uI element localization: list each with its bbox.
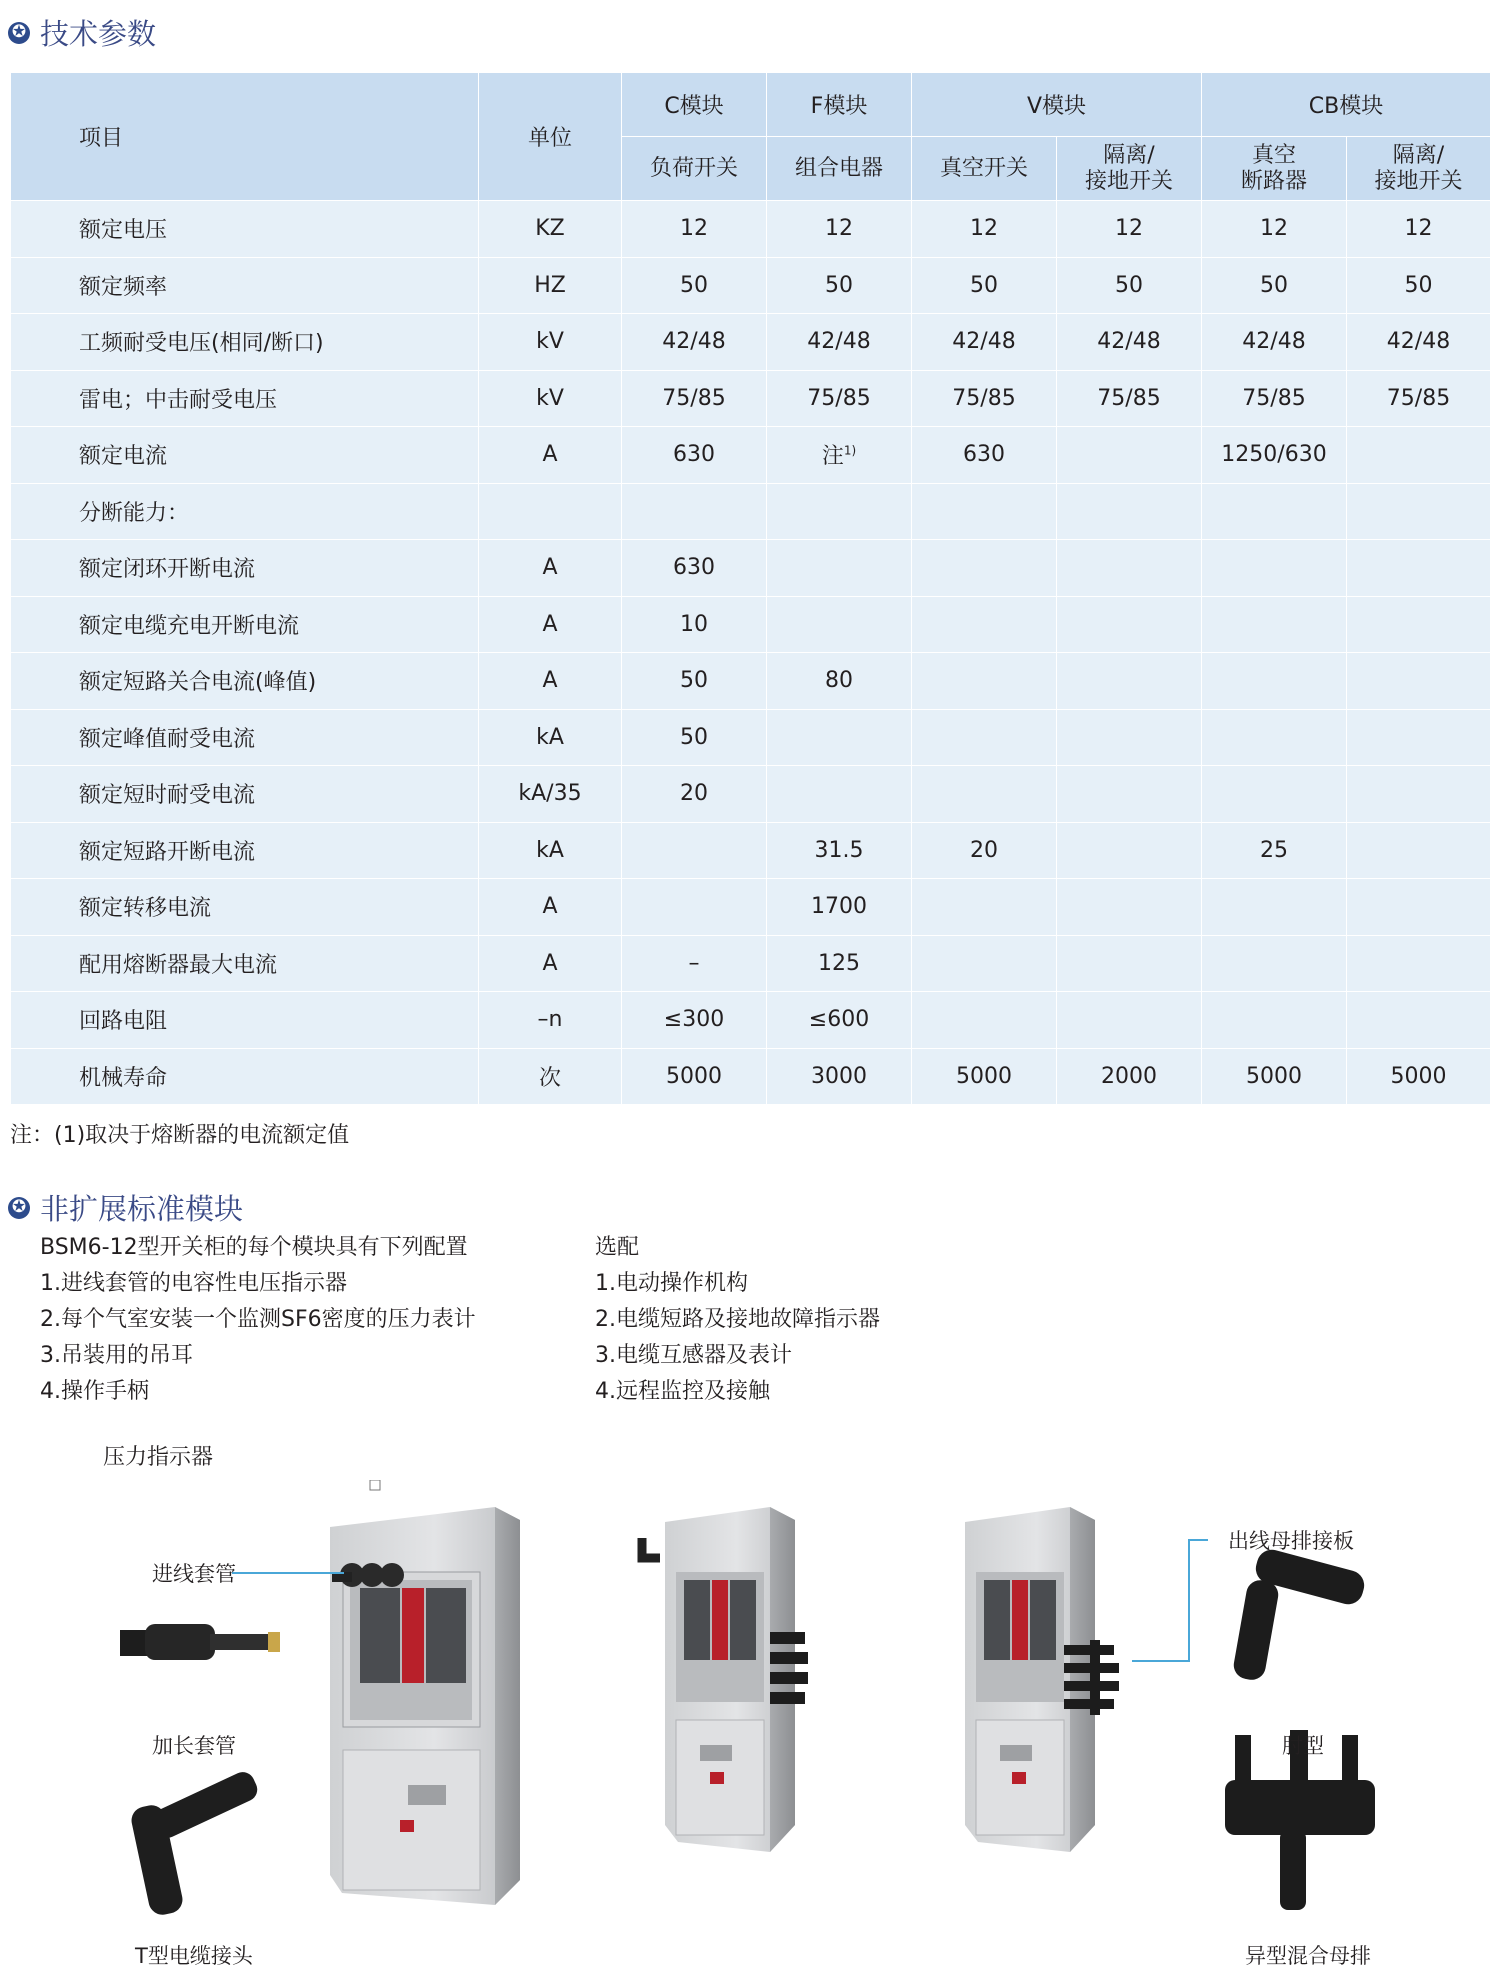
cell-text: A xyxy=(542,555,558,581)
header-group-v: V模块 xyxy=(912,73,1202,137)
header-sub: 真空开关 xyxy=(912,137,1057,201)
cell-item xyxy=(11,992,479,1049)
cell-item xyxy=(11,596,479,653)
cell-cb1 xyxy=(1202,653,1347,710)
cell-text: 50 xyxy=(970,272,998,298)
cell-cb1 xyxy=(1202,1048,1347,1105)
table-row xyxy=(11,822,1491,879)
label-pressure-indicator: 压力指示器 xyxy=(103,1445,214,1470)
cell-text: 次 xyxy=(538,1065,561,1091)
cell-text: 10 xyxy=(680,611,708,637)
cell-text: ≤600 xyxy=(808,1007,870,1033)
cell-unit xyxy=(479,653,622,710)
cell-cb1 xyxy=(1202,935,1347,992)
list-item: 2.电缆短路及接地故障指示器 xyxy=(595,1307,880,1332)
cell-c xyxy=(622,201,767,258)
cell-cb2 xyxy=(1347,314,1491,371)
cell-f xyxy=(767,370,912,427)
cell-f xyxy=(767,483,912,540)
cell-c xyxy=(622,822,767,879)
table-row xyxy=(11,653,1491,710)
cell-text: 5000 xyxy=(1390,1063,1447,1089)
list-item: 4.远程监控及接触 xyxy=(595,1379,770,1404)
cell-f xyxy=(767,879,912,936)
cell-cb2 xyxy=(1347,935,1491,992)
cell-text: A xyxy=(542,611,558,637)
table-row xyxy=(11,427,1491,484)
table-row xyxy=(11,314,1491,371)
cell-text: 分断能力： xyxy=(79,500,190,526)
cell-cb2 xyxy=(1347,879,1491,936)
cell-v1 xyxy=(912,822,1057,879)
spec-table xyxy=(10,72,1491,1105)
cell-c xyxy=(622,314,767,371)
cell-unit xyxy=(479,709,622,766)
header-item: 项目 xyxy=(11,73,479,201)
cell-text: 80 xyxy=(825,668,853,694)
cell-v2 xyxy=(1057,935,1202,992)
cell-unit xyxy=(479,596,622,653)
cell-text: 5000 xyxy=(956,1063,1012,1089)
cell-text: 回路电阻 xyxy=(79,1009,168,1035)
optional-list xyxy=(595,1230,880,1410)
cell-c xyxy=(622,596,767,653)
cell-unit xyxy=(479,935,622,992)
cell-text: 12 xyxy=(970,216,998,242)
table-row xyxy=(11,1048,1491,1105)
cell-text: 125 xyxy=(818,950,860,976)
cell-c xyxy=(622,935,767,992)
cell-text: 630 xyxy=(673,442,715,468)
cell-text: 630 xyxy=(673,555,715,581)
cell-item xyxy=(11,257,479,314)
cell-unit xyxy=(479,822,622,879)
cell-text: 31.5 xyxy=(814,837,864,863)
cell-c xyxy=(622,992,767,1049)
table-row xyxy=(11,992,1491,1049)
cell-v2 xyxy=(1057,992,1202,1049)
cell-f xyxy=(767,201,912,258)
config-intro: BSM6-12型开关柜的每个模块具有下列配置 xyxy=(40,1235,468,1260)
cell-unit xyxy=(479,370,622,427)
cell-cb2 xyxy=(1347,992,1491,1049)
cell-text: 工频耐受电压(相同/断口) xyxy=(79,331,324,357)
cell-text: 42/48 xyxy=(1386,329,1451,355)
list-item: 1.电动操作机构 xyxy=(595,1271,748,1296)
cell-v2 xyxy=(1057,427,1202,484)
cell-f xyxy=(767,822,912,879)
cell-unit xyxy=(479,992,622,1049)
cell-text: 50 xyxy=(1404,272,1433,298)
cell-cb2 xyxy=(1347,201,1491,258)
cell-v2 xyxy=(1057,596,1202,653)
label-elbow: 肘型 xyxy=(1282,1734,1324,1758)
cell-text: A xyxy=(542,442,558,468)
cell-text: 42/48 xyxy=(807,329,871,355)
cell-f xyxy=(767,427,912,484)
cell-cb2 xyxy=(1347,427,1491,484)
header-group-cb: CB模块 xyxy=(1202,73,1491,137)
label-inlet-bushing: 进线套管 xyxy=(152,1562,236,1586)
cell-text: 50 xyxy=(1260,272,1288,298)
cell-c xyxy=(622,483,767,540)
cell-f xyxy=(767,314,912,371)
cell-text: 75/85 xyxy=(952,385,1016,411)
cell-text: 12 xyxy=(1404,216,1433,242)
cell-text: 50 xyxy=(680,668,708,694)
cell-text: A xyxy=(542,894,558,920)
cell-c xyxy=(622,370,767,427)
cell-text: 3000 xyxy=(811,1063,867,1089)
list-item: 1.进线套管的电容性电压指示器 xyxy=(40,1271,347,1296)
cell-v1 xyxy=(912,709,1057,766)
cell-text: A xyxy=(542,950,558,976)
footnote-ref: 1) xyxy=(843,443,857,458)
cell-text: kA xyxy=(536,724,564,750)
cell-f xyxy=(767,709,912,766)
cell-text: 75/85 xyxy=(662,385,726,411)
table-row xyxy=(11,879,1491,936)
cell-c xyxy=(622,1048,767,1105)
cell-text: 42/48 xyxy=(662,329,726,355)
cell-f xyxy=(767,1048,912,1105)
cell-c xyxy=(622,257,767,314)
cell-cb2 xyxy=(1347,653,1491,710)
cell-cb1 xyxy=(1202,370,1347,427)
cell-text: 额定频率 xyxy=(79,274,168,300)
cell-text: 630 xyxy=(963,442,1005,468)
cell-text: KZ xyxy=(535,216,565,242)
cell-c xyxy=(622,709,767,766)
cell-v2 xyxy=(1057,201,1202,258)
label-mixed-busbar: 异型混合母排 xyxy=(1245,1944,1371,1968)
cell-text: 额定短路关合电流(峰值) xyxy=(79,670,317,696)
cell-text: 12 xyxy=(680,216,708,242)
cell-text: 1250/630 xyxy=(1221,442,1327,468)
header-sub: 隔离/ 接地开关 xyxy=(1347,137,1491,201)
cell-f xyxy=(767,257,912,314)
list-item: 2.每个气室安装一个监测SF6密度的压力表计 xyxy=(40,1307,476,1332)
cell-v1 xyxy=(912,427,1057,484)
cell-text: 20 xyxy=(970,837,998,863)
cell-v1 xyxy=(912,314,1057,371)
cell-v1 xyxy=(912,483,1057,540)
cell-cb2 xyxy=(1347,257,1491,314)
cell-text: kA/35 xyxy=(518,781,582,807)
cell-c xyxy=(622,879,767,936)
cell-text: 配用熔断器最大电流 xyxy=(79,952,278,978)
leader-line xyxy=(1132,1660,1190,1662)
cell-cb1 xyxy=(1202,483,1347,540)
cell-v2 xyxy=(1057,1048,1202,1105)
cell-cb1 xyxy=(1202,709,1347,766)
cell-text: A xyxy=(542,668,558,694)
config-list xyxy=(40,1230,476,1410)
cell-v2 xyxy=(1057,314,1202,371)
cell-text: 50 xyxy=(825,272,853,298)
cell-c xyxy=(622,653,767,710)
cell-item xyxy=(11,427,479,484)
cell-v1 xyxy=(912,370,1057,427)
cell-v2 xyxy=(1057,766,1202,823)
cell-unit xyxy=(479,257,622,314)
header-sub: 真空 断路器 xyxy=(1202,137,1347,201)
cell-text: 12 xyxy=(1115,216,1143,242)
cell-v1 xyxy=(912,879,1057,936)
cell-unit xyxy=(479,427,622,484)
t-connector-image xyxy=(129,1768,261,1917)
cell-cb1 xyxy=(1202,992,1347,1049)
cell-text: 额定电压 xyxy=(79,218,168,244)
cell-text: 75/85 xyxy=(807,385,871,411)
cell-unit xyxy=(479,1048,622,1105)
table-row xyxy=(11,596,1491,653)
cell-cb1 xyxy=(1202,766,1347,823)
cell-text: 雷电；中击耐受电压 xyxy=(79,387,278,413)
cell-text: 12 xyxy=(1260,216,1288,242)
table-row xyxy=(11,766,1491,823)
cell-item xyxy=(11,709,479,766)
cell-c xyxy=(622,540,767,597)
cell-text: 2000 xyxy=(1101,1063,1157,1089)
label-busbar-plate: 出线母排接板 xyxy=(1228,1529,1354,1553)
cell-v2 xyxy=(1057,540,1202,597)
header-sub: 组合电器 xyxy=(767,137,912,201)
cell-cb1 xyxy=(1202,427,1347,484)
optional-title: 选配 xyxy=(595,1235,640,1260)
cell-text: ≤300 xyxy=(663,1007,725,1033)
cell-cb2 xyxy=(1347,709,1491,766)
cell-cb1 xyxy=(1202,314,1347,371)
cell-v1 xyxy=(912,992,1057,1049)
cell-f xyxy=(767,992,912,1049)
cell-text: 机械寿命 xyxy=(79,1065,168,1091)
cabinet-1 xyxy=(330,1480,520,1905)
cell-text: 42/48 xyxy=(1097,329,1161,355)
section-title-text: 技术参数 xyxy=(40,17,157,51)
cell-unit xyxy=(479,879,622,936)
label-t-connector: T型电缆接头 xyxy=(135,1944,253,1968)
cell-cb1 xyxy=(1202,596,1347,653)
elbow-connector-image xyxy=(1232,1546,1368,1682)
cell-item xyxy=(11,201,479,258)
footnote: 注：(1)取决于熔断器的电流额定值 xyxy=(10,1123,350,1148)
star-icon: ✪ xyxy=(8,22,30,44)
list-item: 3.吊装用的吊耳 xyxy=(40,1343,193,1368)
leader-line xyxy=(1188,1539,1208,1541)
table-row xyxy=(11,483,1491,540)
table-row xyxy=(11,257,1491,314)
cell-item xyxy=(11,935,479,992)
extended-bushing-image xyxy=(120,1624,280,1660)
cell-unit xyxy=(479,201,622,258)
cell-item xyxy=(11,1048,479,1105)
cell-text: 5000 xyxy=(1246,1063,1302,1089)
cell-unit xyxy=(479,314,622,371)
table-row xyxy=(11,370,1491,427)
cell-text: kV xyxy=(536,385,564,411)
cell-unit xyxy=(479,483,622,540)
cell-cb1 xyxy=(1202,822,1347,879)
cell-text: 42/48 xyxy=(1242,329,1306,355)
cell-text: 1700 xyxy=(811,894,867,920)
cell-text: 额定峰值耐受电流 xyxy=(79,726,256,752)
cell-v2 xyxy=(1057,822,1202,879)
cell-cb2 xyxy=(1347,483,1491,540)
section-title-modules xyxy=(8,1187,243,1228)
cell-v1 xyxy=(912,201,1057,258)
cell-cb1 xyxy=(1202,879,1347,936)
cell-v2 xyxy=(1057,709,1202,766)
cell-item xyxy=(11,653,479,710)
header-group-c: C模块 xyxy=(622,73,767,137)
cell-v2 xyxy=(1057,653,1202,710)
cell-item xyxy=(11,483,479,540)
cell-v1 xyxy=(912,596,1057,653)
cell-text: 注 xyxy=(821,444,844,470)
section-title-specs xyxy=(8,12,156,53)
cell-text: 额定短时耐受电流 xyxy=(79,783,256,809)
cell-text: 25 xyxy=(1260,837,1288,863)
cell-item xyxy=(11,314,479,371)
cell-item xyxy=(11,822,479,879)
header-sub: 负荷开关 xyxy=(622,137,767,201)
leader-line xyxy=(1188,1539,1190,1661)
list-item: 3.电缆互感器及表计 xyxy=(595,1343,792,1368)
cell-unit xyxy=(479,766,622,823)
cell-text: 75/85 xyxy=(1386,385,1451,411)
cell-f xyxy=(767,540,912,597)
cell-cb2 xyxy=(1347,1048,1491,1105)
cell-item xyxy=(11,370,479,427)
cell-item xyxy=(11,766,479,823)
cell-text: 75/85 xyxy=(1242,385,1306,411)
cell-text: kV xyxy=(536,329,564,355)
cell-cb1 xyxy=(1202,201,1347,258)
cell-v2 xyxy=(1057,879,1202,936)
cell-f xyxy=(767,596,912,653)
cell-text: –n xyxy=(537,1007,563,1033)
cell-unit xyxy=(479,540,622,597)
cell-v1 xyxy=(912,653,1057,710)
star-icon: ✪ xyxy=(8,1197,30,1219)
cell-cb2 xyxy=(1347,540,1491,597)
header-unit: 单位 xyxy=(479,73,622,201)
cell-text: 75/85 xyxy=(1097,385,1161,411)
table-row xyxy=(11,540,1491,597)
label-extended-bushing: 加长套管 xyxy=(152,1734,236,1758)
cell-text: 额定电流 xyxy=(79,444,168,470)
cell-v1 xyxy=(912,540,1057,597)
cell-cb2 xyxy=(1347,370,1491,427)
cell-item xyxy=(11,879,479,936)
cell-text: 50 xyxy=(680,724,708,750)
cell-v1 xyxy=(912,766,1057,823)
cell-v2 xyxy=(1057,483,1202,540)
cell-text: – xyxy=(688,950,700,976)
cell-cb1 xyxy=(1202,540,1347,597)
cell-cb2 xyxy=(1347,822,1491,879)
cell-text: 50 xyxy=(1115,272,1143,298)
cell-text: 12 xyxy=(825,216,853,242)
cell-v1 xyxy=(912,1048,1057,1105)
cell-cb1 xyxy=(1202,257,1347,314)
cell-text: 额定短路开断电流 xyxy=(79,839,256,865)
table-row xyxy=(11,935,1491,992)
cell-v2 xyxy=(1057,370,1202,427)
list-item: 4.操作手柄 xyxy=(40,1379,149,1404)
cell-text: 额定闭环开断电流 xyxy=(79,557,256,583)
cell-cb2 xyxy=(1347,766,1491,823)
cell-text: 5000 xyxy=(666,1063,722,1089)
cell-c xyxy=(622,766,767,823)
cabinet-2 xyxy=(642,1507,808,1852)
cell-text: HZ xyxy=(534,272,566,298)
header-group-f: F模块 xyxy=(767,73,912,137)
cell-f xyxy=(767,766,912,823)
cell-text: 额定电缆充电开断电流 xyxy=(79,613,300,639)
cell-v1 xyxy=(912,257,1057,314)
header-sub: 隔离/ 接地开关 xyxy=(1057,137,1202,201)
cell-v1 xyxy=(912,935,1057,992)
section-title-text: 非扩展标准模块 xyxy=(40,1192,244,1226)
cell-v2 xyxy=(1057,257,1202,314)
cabinet-3 xyxy=(965,1507,1119,1852)
table-row xyxy=(11,201,1491,258)
cell-text: kA xyxy=(536,837,564,863)
cell-cb2 xyxy=(1347,596,1491,653)
cell-c xyxy=(622,427,767,484)
cell-text: 50 xyxy=(680,272,708,298)
cell-text: 额定转移电流 xyxy=(79,896,212,922)
cell-item xyxy=(11,540,479,597)
cell-text: 42/48 xyxy=(952,329,1016,355)
cell-f xyxy=(767,935,912,992)
cell-text: 20 xyxy=(680,781,708,807)
leader-line xyxy=(232,1572,344,1574)
cell-f xyxy=(767,653,912,710)
table-row xyxy=(11,709,1491,766)
